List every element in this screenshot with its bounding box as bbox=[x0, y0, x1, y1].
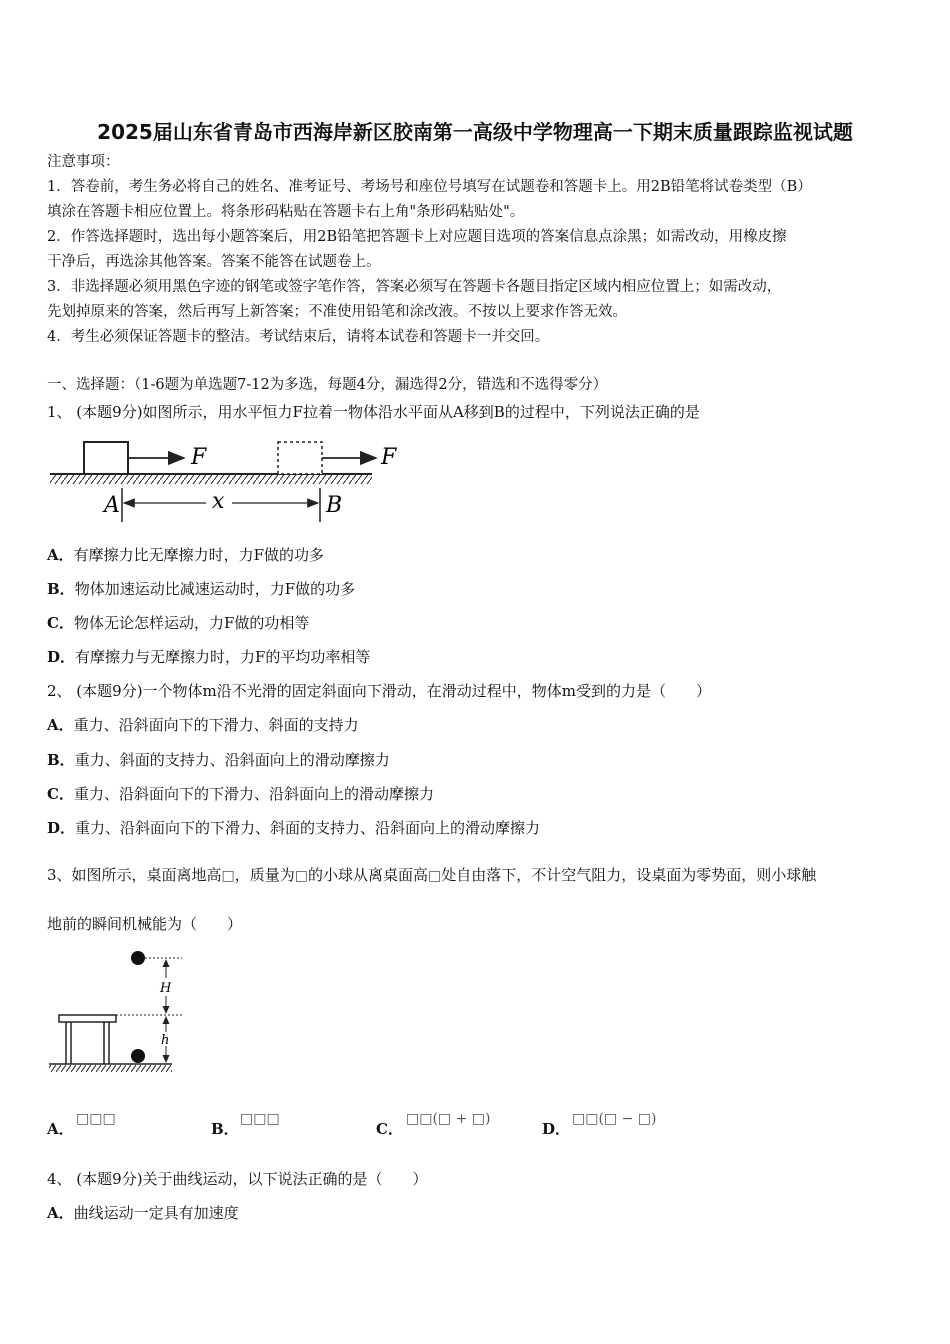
ball-top bbox=[131, 951, 145, 965]
q1-option-c: C．物体无论怎样运动，力F做的功相等 bbox=[47, 614, 310, 632]
table-top bbox=[59, 1015, 116, 1022]
force-label: F bbox=[381, 445, 397, 470]
block-dashed bbox=[278, 442, 322, 474]
notice-line: 先划掉原来的答案，然后再写上新答案；不准使用铅笔和涂改液。不按以上要求作答无效。 bbox=[47, 304, 627, 320]
notice-line: 1．答卷前，考生务必将自己的姓名、准考证号、考场号和座位号填写在试题卷和答题卡上。用2B铅笔将试卷类型（B） bbox=[47, 179, 812, 195]
math-placeholder: □ bbox=[221, 868, 235, 884]
height-H-label: H bbox=[160, 981, 172, 996]
page-title: 2025届山东省青岛市西海岸新区胶南第一高级中学物理高一下期末质量跟踪监视试题 bbox=[97, 120, 853, 144]
notice-line: 2．作答选择题时，选出每小题答案后，用2B铅笔把答题卡上对应题目选项的答案信息点涂黑；如需改动，用橡皮擦 bbox=[47, 229, 787, 245]
q3-option-a: A． bbox=[47, 1120, 74, 1138]
q1-option-d: D．有摩擦力与无摩擦力时，力F的平均功率相等 bbox=[47, 648, 371, 666]
q2-option-b: B．重力、斜面的支持力、沿斜面向上的滑动摩擦力 bbox=[47, 751, 390, 769]
q1-figure bbox=[46, 432, 416, 527]
q3-option-c-math: □□(□ + □) bbox=[406, 1111, 491, 1127]
point-a-label: A bbox=[104, 493, 120, 518]
question-1-stem: 1、 (本题9分)如图所示，用水平恒力F拉着一物体沿水平面从A移到B的过程中，下列说法正确的是 bbox=[47, 403, 700, 421]
q2-option-d: D．重力、沿斜面向下的下滑力、斜面的支持力、沿斜面向上的滑动摩擦力 bbox=[47, 819, 541, 837]
point-b-label: B bbox=[326, 493, 343, 518]
height-h-label: h bbox=[161, 1033, 170, 1048]
q3-option-a-math: □□□ bbox=[76, 1111, 116, 1127]
question-4-stem: 4、 (本题9分)关于曲线运动，以下说法正确的是（ ） bbox=[47, 1170, 428, 1188]
section-heading: 一、选择题：（1-6题为单选题7-12为多选，每题4分，漏选得2分，错选和不选得零分） bbox=[47, 377, 608, 393]
q3-option-d: D． bbox=[542, 1120, 571, 1138]
q4-option-a: A．曲线运动一定具有加速度 bbox=[47, 1204, 239, 1222]
force-label: F bbox=[191, 445, 207, 470]
ball-ground bbox=[131, 1049, 145, 1063]
q3-option-c: C． bbox=[376, 1120, 403, 1138]
math-placeholder: □ bbox=[428, 868, 442, 884]
distance-label: x bbox=[212, 489, 225, 514]
notice-line: 填涂在答题卡相应位置上。将条形码粘贴在答题卡右上角"条形码粘贴处"。 bbox=[47, 204, 525, 220]
math-placeholder: □ bbox=[294, 868, 309, 884]
question-2-stem: 2、 (本题9分)一个物体m沿不光滑的固定斜面向下滑动，在滑动过程中，物体m受到的力是（ ） bbox=[47, 682, 712, 700]
q2-option-a: A．重力、沿斜面向下的下滑力、斜面的支持力 bbox=[47, 716, 359, 734]
q3-option-b-math: □□□ bbox=[240, 1111, 280, 1127]
q2-option-c: C．重力、沿斜面向下的下滑力、沿斜面向上的滑动摩擦力 bbox=[47, 785, 434, 803]
q3-figure bbox=[46, 946, 186, 1076]
notice-line: 干净后，再选涂其他答案。答案不能答在试题卷上。 bbox=[47, 254, 381, 270]
block-solid bbox=[84, 442, 128, 474]
q3-option-b: B． bbox=[211, 1120, 239, 1138]
question-3-stem: 3、如图所示，桌面离地高□，质量为□的小球从离桌面高□处自由落下，不计空气阻力，设桌面为零势面，则小球触 bbox=[47, 866, 817, 884]
question-3-stem-cont: 地前的瞬间机械能为（ ） bbox=[47, 915, 243, 933]
q1-option-a: A．有摩擦力比无摩擦力时，力F做的功多 bbox=[47, 546, 325, 564]
q1-option-b: B．物体加速运动比减速运动时，力F做的功多 bbox=[47, 580, 356, 598]
notice-heading: 注意事项： bbox=[47, 154, 120, 170]
q3-option-d-math: □□(□ − □) bbox=[572, 1111, 657, 1127]
notice-line: 3．非选择题必须用黑色字迹的钢笔或签字笔作答，答案必须写在答题卡各题目指定区域内相应位置上；如需改动， bbox=[47, 279, 782, 295]
notice-line: 4．考生必须保证答题卡的整洁。考试结束后，请将本试卷和答题卡一并交回。 bbox=[47, 329, 550, 345]
